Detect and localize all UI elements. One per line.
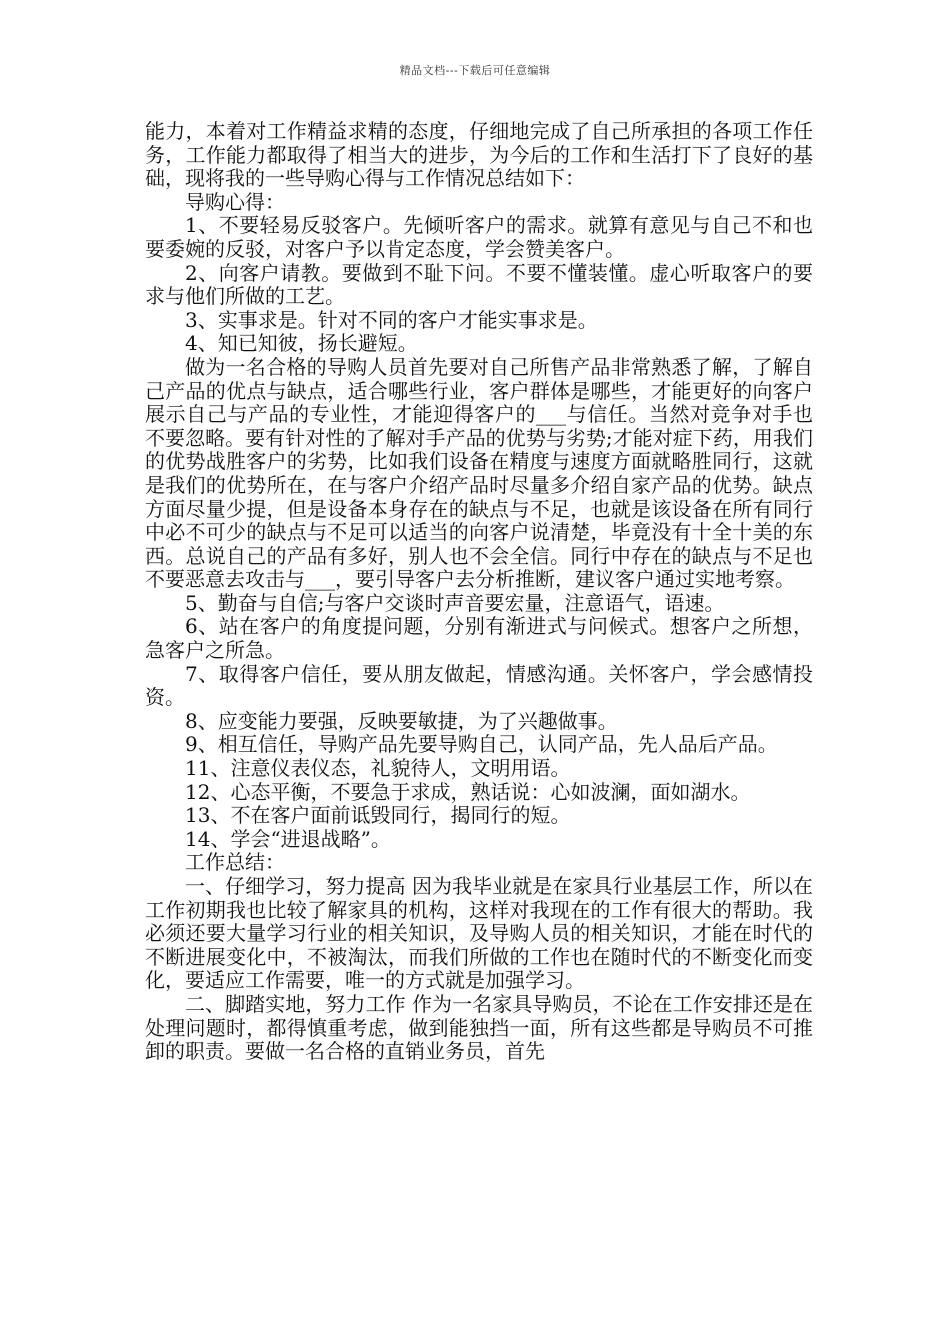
paragraph: 8、应变能力要强，反映要敏捷，为了兴趣做事。 (185, 708, 618, 733)
paragraph: 3、实事求是。针对不同的客户才能实事求是。 (185, 307, 598, 332)
paragraph: 5、勤奋与自信;与客户交谈时声音要宏量，注意语气，语速。 (185, 590, 725, 615)
paragraph: 4、知已知彼，扬长避短。 (185, 331, 418, 356)
paragraph: 二、脚踏实地，努力工作 作为一名家具导购员，不论在工作安排还是在处理问题时，都得慎重考虑，做到能独挡一面，所有这些都是导购员不可推卸的职责。要做一名合格的直销业务员，首先 (145, 991, 813, 1064)
paragraph: 13、不在客户面前诋毁同行，揭同行的短。 (185, 803, 571, 828)
page-header: 精品文档---下载后可任意编辑 (399, 64, 551, 77)
paragraph: 导购心得： (185, 189, 285, 214)
paragraph: 14、学会“进退战略”。 (185, 826, 391, 851)
paragraph: 6、站在客户的角度提问题，分别有渐进式与问候式。想客户之所想，急客户之所急。 (145, 614, 813, 663)
paragraph: 12、心态平衡，不要急于求成，熟话说：心如波澜，面如湖水。 (185, 779, 751, 804)
paragraph: 11、注意仪表仪态，礼貌待人，文明用语。 (185, 756, 571, 781)
paragraph: 1、不要轻易反驳客户。先倾听客户的需求。就算有意见与自己不和也要委婉的反驳，对客户予以肯定态度，学会赞美客户。 (145, 213, 813, 261)
document-body (145, 120, 813, 1064)
paragraph: 做为一名合格的导购人员首先要对自己所售产品非常熟悉了解，了解自己产品的优点与缺点，适合哪些行业，客户群体是哪些，才能更好的向客户展示自己与产品的专业性，才能迎得客户的___与信任。当然对竞争对手也不要忽略。要有针对性的了解对手产品的优势与劣势;才能对症下药，用我们的优势战胜客户的劣势，比如我们设备在精度与速度方面就略胜同行，这就是我们的优势所在，在与客户介绍产品时尽量多介绍自家产品的优势。缺点方面尽量少提，但是设备本身存在的缺点与不足，也就是该设备在所有同行中必不可少的缺点与不足可以适当的向客户说清楚，毕竟没有十全十美的东西。总说自己的产品有多好，别人也不会全信。同行中存在的缺点与不足也不要恶意去攻击与___，要引导客户去分析推断，建议客户通过实地考察。 (145, 354, 813, 592)
paragraph: 9、相互信任，导购产品先要导购自己，认同产品，先人品后产品。 (185, 732, 778, 757)
paragraph: 7、取得客户信任，要从朋友做起，情感沟通。关怀客户，学会感情投资。 (145, 661, 813, 710)
paragraph: 能力，本着对工作精益求精的态度，仔细地完成了自己所承担的各项工作任务，工作能力都取得了相当大的进步，为今后的工作和生活打下了良好的基础，现将我的一些导购心得与工作情况总结如下： (145, 119, 813, 191)
paragraph: 2、向客户请教。要做到不耻下问。不要不懂装懂。虚心听取客户的要求与他们所做的工艺。 (145, 260, 813, 309)
paragraph: 一、仔细学习，努力提高 因为我毕业就是在家具行业基层工作，所以在工作初期我也比较了解家具的机构，这样对我现在的工作有很大的帮助。我必须还要大量学习行业的相关知识，及导购人员的相关知识，才能在时代的不断进展变化中，不被淘汰，而我们所做的工作也在随时代的不断变化而变化，要适应工作需要，唯一的方式就是加强学习。 (145, 874, 813, 993)
paragraph: 工作总结： (185, 850, 285, 875)
